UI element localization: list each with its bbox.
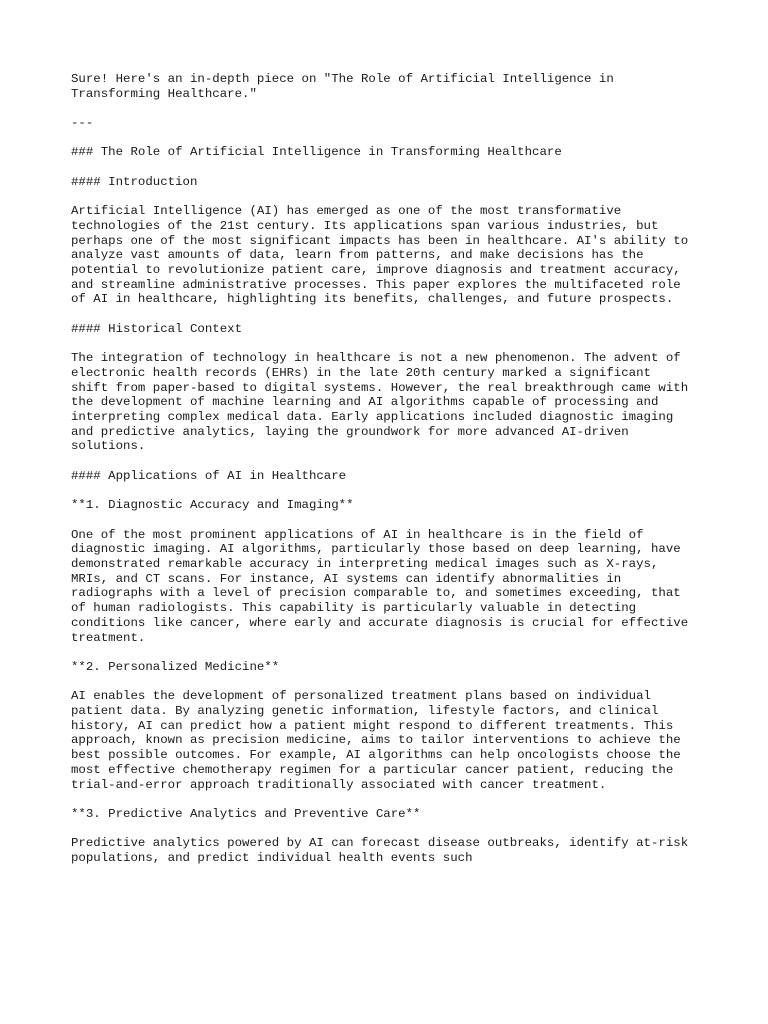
- document-body: [71, 72, 711, 880]
- introduction-paragraph: Artificial Intelligence (AI) has emerged as one of the most transformative technologies of the 21st century. Its applications span various industries, but perhaps one of the most significant impacts has been in healthcare. AI's ability to analyze vast amounts of data, learn from patterns, and make decisions has the potential to revolutionize patient care, improve diagnosis and treatment accuracy, and streamline administrative processes. This paper explores the multifaceted role of AI in healthcare, highlighting its benefits, challenges, and future prospects.: [71, 204, 689, 307]
- predictive-analytics-paragraph: Predictive analytics powered by AI can forecast disease outbreaks, identify at-risk populations, and predict individual health events such: [71, 836, 689, 866]
- subheading-predictive-analytics: **3. Predictive Analytics and Preventive Care**: [71, 806, 421, 821]
- personalized-medicine-paragraph: AI enables the development of personalized treatment plans based on individual patient data. By analyzing genetic information, lifestyle factors, and clinical history, AI can predict how a patient might respond to different treatments. This approach, known as precision medicine, aims to tailor interventions to achieve the best possible outcomes. For example, AI algorithms can help oncologists choose the most effective chemotherapy regimen for a particular cancer patient, reducing the trial-and-error approach traditionally associated with cancer treatment.: [71, 689, 681, 792]
- section-heading-historical-context: #### Historical Context: [71, 321, 243, 336]
- document-title: ### The Role of Artificial Intelligence in Transforming Healthcare: [71, 145, 562, 160]
- subheading-diagnostic-accuracy: **1. Diagnostic Accuracy and Imaging**: [71, 498, 354, 513]
- intro-sentence: Sure! Here's an in-depth piece on "The Role of Artificial Intelligence in Transforming Healthcare.": [71, 72, 614, 101]
- section-heading-introduction: #### Introduction: [71, 174, 198, 189]
- diagnostic-accuracy-paragraph: One of the most prominent applications of AI in healthcare is in the field of diagnostic imaging. AI algorithms, particularly those based on deep learning, have demonstrated remarkable accuracy in interpreting medical images such as X-rays, MRIs, and CT scans. For instance, AI systems can identify abnormalities in radiographs with a level of precision comparable to, and sometimes exceeding, that of human radiologists. This capability is particularly valuable in detecting conditions like cancer, where early and accurate diagnosis is crucial for effective treatment.: [71, 527, 689, 645]
- separator-line: ---: [71, 116, 94, 131]
- section-heading-applications: #### Applications of AI in Healthcare: [71, 468, 347, 483]
- subheading-personalized-medicine: **2. Personalized Medicine**: [71, 659, 280, 674]
- historical-context-paragraph: The integration of technology in healthcare is not a new phenomenon. The advent of electronic health records (EHRs) in the late 20th century marked a significant shift from paper-based to digital systems. However, the real breakthrough came with the development of machine learning and AI algorithms capable of processing and interpreting complex medical data. Early applications included diagnostic imaging and predictive analytics, laying the groundwork for more advanced AI-driven solutions.: [71, 351, 689, 454]
